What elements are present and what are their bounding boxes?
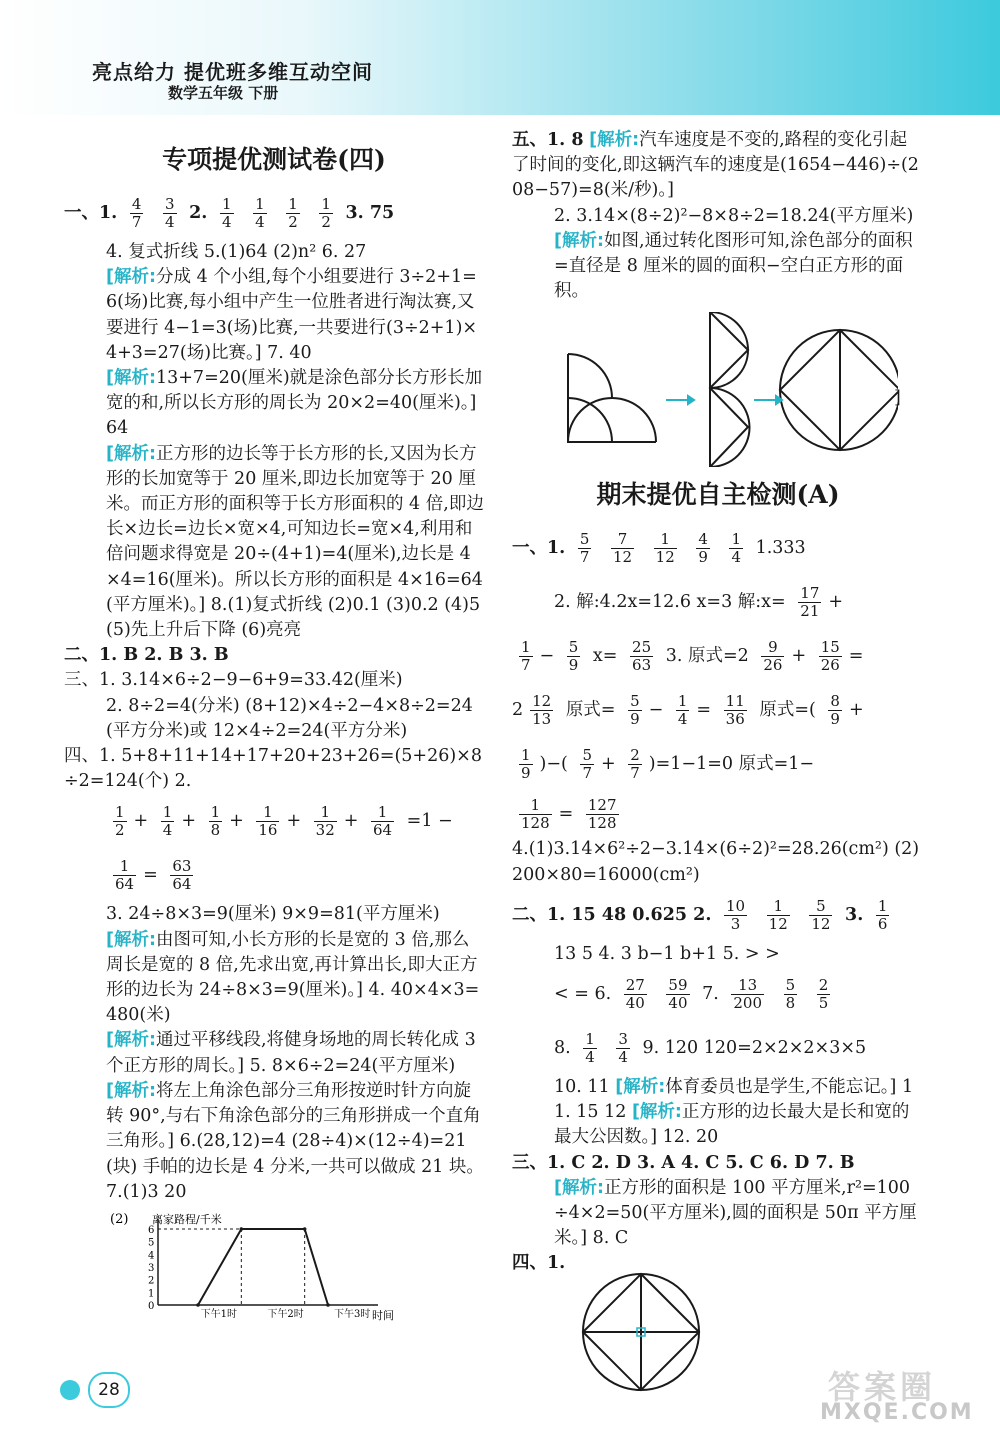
answer-line: 二、1. B 2. B 3. B <box>64 645 229 666</box>
left-column <box>64 138 484 1323</box>
analysis-block: 五、1. 8 [解析:汽车速度是不变的,路程的变化引起了时间的变化,即这辆汽车的速度是(1654−446)÷(208−57)=8(米/秒)。] <box>512 130 919 201</box>
x-tick-label: 下午3时 <box>334 1308 371 1320</box>
arrow-icon <box>688 396 694 404</box>
answer-line: 4.(1)3.14×6²÷2−3.14×(6÷2)²=28.26(cm²) (2)200×80=16000(cm²) <box>512 839 920 885</box>
watermark <box>812 1360 990 1442</box>
answer-line: < = 6. $\frac{27}{40}$ $\frac{59}{40}$ 7. $\frac{13}{200}$ $\frac{5}{8}$ $\frac{2}{5}$ <box>554 976 829 1013</box>
book-title: 亮点给力 提优班多维互动空间 <box>92 60 373 84</box>
answer-line: $\frac{1}{128}$ = $\frac{127}{128}$ <box>521 796 617 833</box>
data-point <box>240 1227 244 1231</box>
answer-line: 2. 8÷2=4(分米) (8+12)×4÷2−4×8÷2=24(平方分米)或 12×4÷2=24(平方分米) <box>106 695 473 741</box>
x-tick-label: 下午1时 <box>200 1308 238 1320</box>
answer-line: 一、1. $\frac{5}{7}$ $\frac{7}{12}$ $\frac{1}{12}$ $\frac{4}{9}$ $\frac{1}{4}$ 1.333 <box>512 530 806 567</box>
distance-time-chart <box>110 1211 410 1323</box>
section-title-1: 专项提优测试卷(四) <box>162 145 386 174</box>
y-tick-label: 3 <box>148 1262 155 1274</box>
answer-line: 2 $\frac{12}{13}$ 原式= $\frac{5}{9}$ − $\frac{1}{4}$ = $\frac{11}{36}$ 原式=( $\frac{8}{9}$ + <box>512 692 864 729</box>
circle-square-diagram <box>576 1267 706 1397</box>
shape-a-arc <box>568 354 612 398</box>
answer-line: 8. $\frac{1}{4}$ $\frac{3}{4}$ 9. 120 120=2×2×2×3×5 <box>554 1030 867 1067</box>
answer-line: 四、1. <box>512 1253 566 1274</box>
x-axis-label: 时间 <box>372 1308 394 1322</box>
fraction: $\frac{1}{4}$ <box>255 195 265 231</box>
fraction-line: $\frac{1}{2}$ + $\frac{1}{4}$ + $\frac{1}{8}$ + $\frac{1}{16}$ + $\frac{1}{32}$ + $\frac{1}{64}$ =1 − $\frac{1}{64}$ = $\frac{63}{64}$ <box>115 803 453 894</box>
analysis-block: [解析:正方形的边长等于长方形的长,又因为长方形的长加宽等于 20 厘米,即边长加宽等于 20 厘米。而正方形的面积等于长方形面积的 4 倍,即边长×边长=边长×宽×4,可知边长=宽×4,利用和倍问题求得宽是 20÷(4+1)=4(厘米),边长是 4×4=16(厘米)。所以长方形的面积是 4×16=64(平方厘米)。] 8.(1)复式折线 (2)0.1 (3)0.2 (4)5 (5)先上升后下降 (6)亮亮 <box>106 443 484 641</box>
page-number: 28 <box>88 1372 130 1408</box>
data-point <box>326 1303 330 1307</box>
x-tick-label: 下午2时 <box>267 1308 304 1320</box>
fraction: $\frac{1}{2}$ <box>288 195 298 231</box>
answer-line: 四、1. 5+8+11+14+17+20+23+26=(5+26)×8÷2=124(个) 2. <box>64 746 482 792</box>
analysis-block: [解析:通过平移线段,将健身场地的周长转化成 3 个正方形的周长。] 5. 8×6÷2=24(平方厘米) <box>106 1030 476 1076</box>
y-tick-label: 0 <box>148 1300 155 1312</box>
y-tick-label: 4 <box>148 1250 155 1262</box>
analysis-block: [解析:由图可知,小长方形的长是宽的 3 倍,那么周长是宽的 8 倍,先求出宽,再计算出长,即大正方形的边长为 24÷8×3=9(厘米)。] 4. 40×4×3=480(米) <box>106 929 480 1026</box>
answer-line: $\frac{1}{9}$ )−( $\frac{5}{7}$ + $\frac{2}{7}$ )=1−1=0 原式=1− <box>521 746 815 783</box>
watermark-site: MXQE.COM <box>820 1400 974 1425</box>
analysis-block: [解析:正方形的面积是 100 平方厘米,r²=100÷4×2=50(平方厘米),圆的面积是 50π 平方厘米。] 8. C <box>554 1177 917 1249</box>
fraction: $\frac{4}{7}$ <box>131 195 142 231</box>
series-line <box>198 1229 328 1305</box>
y-axis-label: 离家路程/千米 <box>152 1212 222 1226</box>
answer-line: 2. 3.14×(8÷2)²−8×8÷2=18.24(平方厘米) <box>554 205 914 226</box>
fraction: $\frac{1}{2}$ <box>321 195 331 231</box>
data-point <box>303 1227 307 1231</box>
y-tick-label: 5 <box>148 1237 155 1249</box>
answer-line: $\frac{1}{7}$ − $\frac{5}{9}$ x= $\frac{25}{63}$ 3. 原式=2 $\frac{9}{26}$ + $\frac{15}{26}$ = <box>521 638 864 675</box>
answer-line-1: 一、1. $\frac{4}{7}$ $\frac{3}{4}$ 2. $\frac{1}{4}$ $\frac{1}{4}$ $\frac{1}{2}$ $\frac{1}{2}$ 3. 75 <box>64 195 395 231</box>
chart-part-label: (2) <box>110 1211 129 1227</box>
answer-line: 2. 解:4.2x=12.6 x=3 解:x= $\frac{17}{21}$ + <box>554 584 844 621</box>
answer-line: 13 5 4. 3 b−1 b+1 5. > > <box>554 943 780 964</box>
fraction: $\frac{1}{4}$ <box>221 195 232 231</box>
page-badge <box>60 1372 132 1406</box>
data-point <box>196 1303 200 1307</box>
answer-line: 三、1. C 2. D 3. A 4. C 5. C 6. D 7. B <box>512 1152 855 1173</box>
book-subtitle: 数学五年级 下册 <box>168 84 279 102</box>
bracket-close: ] <box>894 388 901 408</box>
analysis-block: [解析:13+7=20(厘米)就是涂色部分长方形长加宽的和,所以长方形的周长为 20×2=40(厘米)。] 64 <box>106 368 483 439</box>
analysis-block: [解析:分成 4 个小组,每个小组要进行 3÷2+1=6(场)比赛,每小组中产生一位胜者进行淘汰赛,又要进行 4−1=3(场)比赛,一共要进行(3÷2+1)×4+3=27(场)比赛。] 7. 40 <box>106 267 478 363</box>
analysis-block: [解析:将左上角涂色部分三角形按逆时针方向旋转 90°,与右下角涂色部分的三角形拼成一个直角三角形。] 6.(28,12)=4 (28÷4)×(12÷4)=21(块) 手帕的边长是 4 分米,一共可以做成 21 块。 7.(1)3 20 <box>106 1080 484 1202</box>
answer-line: 4. 复式折线 5.(1)64 (2)n² 6. 27 <box>106 242 367 262</box>
section-title-2: 期末提优自主检测(A) <box>596 480 840 510</box>
y-tick-label: 2 <box>148 1275 155 1287</box>
y-tick-label: 1 <box>148 1288 155 1300</box>
analysis-block: [解析:如图,通过转化图形可知,涂色部分的面积=直径是 8 厘米的圆的面积−空白正方形的面积。 <box>554 230 913 302</box>
right-column <box>512 128 924 1397</box>
answer-line: 3. 24÷8×3=9(厘米) 9×9=81(平方厘米) <box>106 904 440 925</box>
watermark-logo: 答案圈 <box>828 1368 937 1406</box>
shape-transform-diagram <box>558 312 898 467</box>
answer-line: 三、1. 3.14×6÷2−9−6+9=33.42(厘米) <box>64 670 403 691</box>
answer-line: 二、1. 15 48 0.625 2. $\frac{10}{3}$ $\frac{1}{12}$ $\frac{5}{12}$ 3. $\frac{1}{6}$ <box>512 896 888 933</box>
page-dot-icon <box>60 1380 80 1400</box>
y-tick-label: 6 <box>148 1224 155 1236</box>
analysis-block: 10. 11 [解析:体育委员也是学生,不能忘记。] 11. 15 12 [解析:正方形的边长最大是长和宽的最大公因数。] 12. 20 <box>554 1077 914 1148</box>
fraction: $\frac{3}{4}$ <box>164 195 175 231</box>
